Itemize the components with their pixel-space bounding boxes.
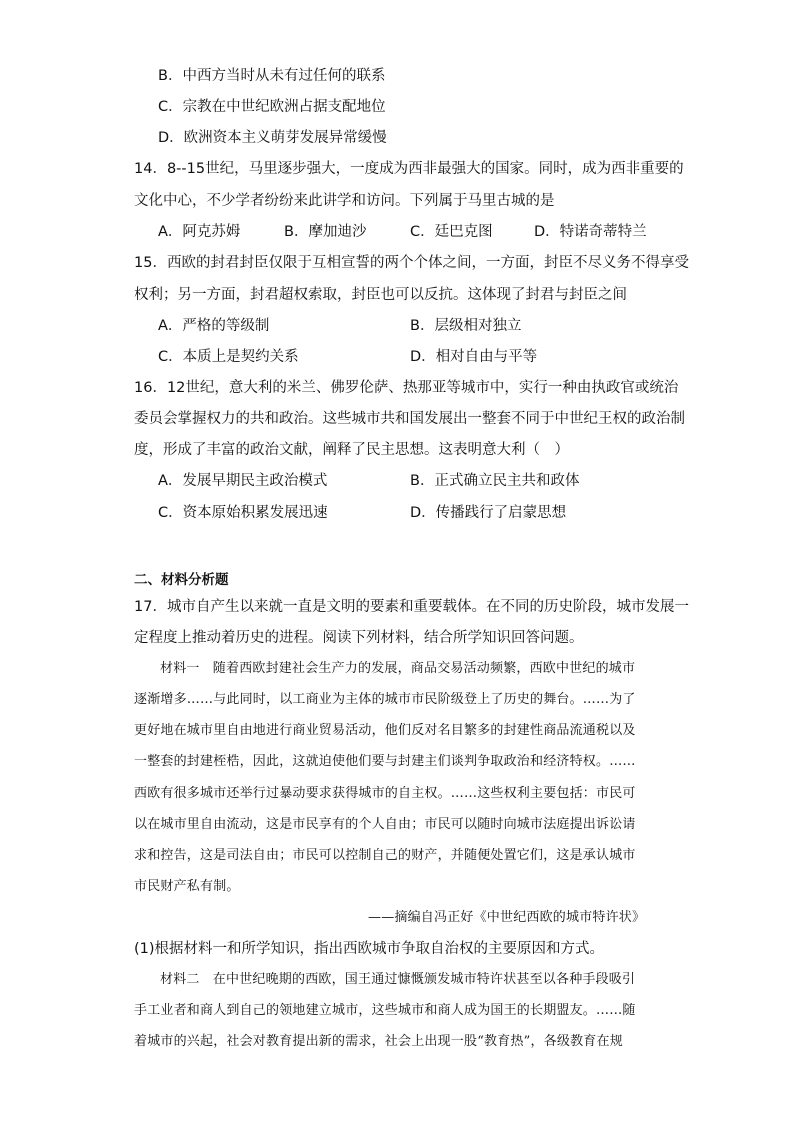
q13-option-c: C．宗教在中世纪欧洲占据支配地位 <box>158 99 386 115</box>
q16-option-b: B．正式确立民主共和政体 <box>410 473 580 489</box>
material-1-line: 以在城市里自由流动，这是市民享有的个人自由；市民可以随时向城市法庭提出诉讼请 <box>134 817 636 832</box>
q14-option-c: C．廷巴克图 <box>410 224 493 240</box>
q16-option-c: C．资本原始积累发展迅速 <box>158 505 328 521</box>
material-1-line: 求和控告，这是司法自由；市民可以控制自己的财产，并随便处置它们，这是承认城市 <box>134 848 636 863</box>
q14-stem-line-2: 文化中心，不少学者纷纷来此讲学和访问。下列属于马里古城的是 <box>134 193 555 209</box>
material-1-line: 西欧有很多城市还举行过暴动要求获得城市的自主权。……这些权利主要包括：市民可 <box>134 786 636 801</box>
material-1-line: 一整套的封建桎梏，因此，这就迫使他们要与封建主们谈判争取政治和经济特权。…… <box>134 754 636 769</box>
material-1-line: 材料一 随着西欧封建社会生产力的发展，商品交易活动频繁，西欧中世纪的城市 <box>160 661 636 676</box>
q13-option-b: B．中西方当时从未有过任何的联系 <box>158 68 386 84</box>
q17-stem-line-1: 17．城市自产生以来就一直是文明的要素和重要载体。在不同的历史阶段，城市发展一 <box>134 599 689 615</box>
q16-stem-line-3: 度，形成了丰富的政治文献，阐释了民主思想。这表明意大利（ ） <box>134 442 569 458</box>
material-1-line: 更好地在城市里自由地进行商业贸易活动，他们反对名目繁多的封建性商品流通税以及 <box>134 723 636 738</box>
q14-option-d: D．特诺奇蒂特兰 <box>534 224 647 240</box>
q16-option-a: A．发展早期民主政治模式 <box>158 473 328 489</box>
material-2-line: 手工业者和商人到自己的领地建立城市，这些城市和商人成为国王的长期盟友。……随 <box>134 1003 636 1018</box>
material-2-line: 材料二 在中世纪晚期的西欧，国王通过慷慨颁发城市特许状甚至以各种手段吸引 <box>160 972 636 987</box>
material-2-line: 着城市的兴起，社会对教育提出新的需求，社会上出现一股“教育热”，各级教育在规 <box>134 1034 623 1049</box>
q16-stem-line-1: 16．12世纪，意大利的米兰、佛罗伦萨、热那亚等城市中，实行一种由执政官或统治 <box>134 380 679 396</box>
q15-option-d: D．相对自由与平等 <box>410 349 538 365</box>
q16-option-d: D．传播践行了启蒙思想 <box>410 505 567 521</box>
q17-stem-line-2: 定程度上推动着历史的进程。阅读下列材料，结合所学知识回答问题。 <box>134 630 584 646</box>
q14-stem-line-1: 14．8--15世纪，马里逐步强大，一度成为西非最强大的国家。同时，成为西非重要的 <box>134 161 684 177</box>
q15-option-c: C．本质上是契约关系 <box>158 349 299 365</box>
material-1-source: ——摘编自冯正好《中世纪西欧的城市特许状》 <box>368 910 646 925</box>
section-title: 二、材料分析题 <box>134 572 229 588</box>
q17-subquestion-1: (1)根据材料一和所学知识，指出西欧城市争取自治权的主要原因和方式。 <box>134 941 605 957</box>
q15-option-b: B．层级相对独立 <box>410 318 522 334</box>
q14-option-a: A．阿克苏姆 <box>158 224 241 240</box>
q14-option-b: B．摩加迪沙 <box>284 224 367 240</box>
q13-option-d: D．欧洲资本主义萌芽发展异常缓慢 <box>158 130 387 146</box>
q15-stem-line-1: 15．西欧的封君封臣仅限于互相宣誓的两个个体之间，一方面，封臣不尽义务不得享受 <box>134 255 689 271</box>
q15-stem-line-2: 权利；另一方面，封君超权索取，封臣也可以反抗。这体现了封君与封臣之间 <box>134 287 627 303</box>
material-1-line: 市民财产私有制。 <box>134 879 240 894</box>
q16-stem-line-2: 委员会掌握权力的共和政治。这些城市共和国发展出一整套不同于中世纪王权的政治制 <box>134 411 685 427</box>
material-1-line: 逐渐增多……与此同时，以工商业为主体的城市市民阶级登上了历史的舞台。……为了 <box>134 692 636 707</box>
q15-option-a: A．严格的等级制 <box>158 318 270 334</box>
